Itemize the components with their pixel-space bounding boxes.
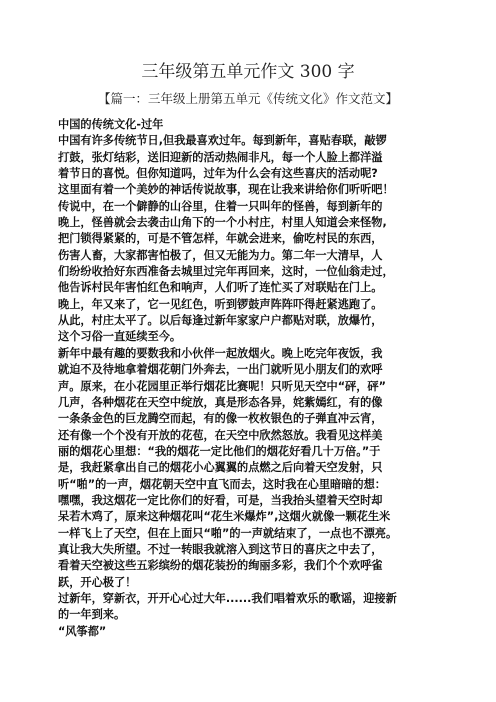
text-line: 真让我大失所望。不过一转眼我就溶入到这节日的喜庆之中去了， <box>58 542 383 556</box>
text-line: 看着天空被这些五彩缤纷的烟花装扮的绚丽多彩，我们个个欢呼雀 <box>58 559 383 573</box>
text-line: 伤害人畜，大家都害怕极了，但又无能为力。第二年一大清早，人 <box>58 248 383 262</box>
body-text <box>58 117 458 640</box>
text-line: 过新年，穿新衣，开开心心过大年......我们唱着欢乐的歌谣，迎接新 <box>58 591 397 605</box>
text-line: 新年中最有趣的要数我和小伙伴一起放烟火。晚上吃完年夜饭，我 <box>58 346 383 360</box>
text-line: 这个习俗一直延续至今。 <box>58 330 182 344</box>
text-line: 晚上，年又来了，它一见红色，听到锣鼓声阵阵吓得赶紧逃跑了。 <box>58 297 383 311</box>
text-line: 还有像一个个没有开放的花苞，在天空中欣然怒放。我看见这样美 <box>58 428 383 442</box>
text-line: “风筝都” <box>58 624 107 638</box>
text-line: 是，我赶紧拿出自己的烟花小心翼翼的点燃之后向着天空发射，只 <box>58 461 383 475</box>
text-line: 中国的传统文化-过年 <box>58 118 164 131</box>
text-line: 就迫不及待地拿着烟花朝门外奔去，一出门就听见小朋友们的欢呼 <box>58 363 383 377</box>
text-line: 晚上，怪兽就会去袭击山角下的一个小村庄，村里人知道会来怪物, <box>58 216 387 230</box>
text-line: 嘿嘿，我这烟花一定比你们的好看，可是，当我抬头望着天空时却 <box>58 493 383 507</box>
text-line: 几声，各种烟花在天空中绽放，真是形态各异，姹紫嫣红，有的像 <box>58 395 383 409</box>
text-line: 跃，开心极了！ <box>58 575 137 589</box>
text-line: 这里面有着一个美妙的神话传说故事，现在让我来讲给你们听听吧！ <box>58 183 394 197</box>
text-line: 一条条金色的巨龙腾空而起，有的像一枚枚银色的子弹直冲云宵， <box>58 412 383 426</box>
text-line: 从此，村庄太平了。以后每逢过新年家家户户都贴对联，放爆竹， <box>58 314 383 328</box>
text-line: 中国有许多传统节日,但我最喜欢过年。每到新年，喜贴春联，敲锣 <box>58 134 387 148</box>
text-line: 听“啪”的一声，烟花朝天空中直飞而去，这时我在心里暗暗的想： <box>58 477 386 491</box>
text-line: 呆若木鸡了，原来这种烟花叫“花生米爆炸”,这烟火就像一颗花生米 <box>58 510 391 524</box>
text-line: 丽的烟花心里想：“我的烟花一定比他们的烟花好看几十万倍。”于 <box>58 444 381 458</box>
text-line: 声。原来，在小花园里正举行烟花比赛呢！只听见天空中“砰，砰” <box>58 379 386 393</box>
text-line: 他告诉村民年害怕红色和响声，人们听了连忙买了对联贴在门上。 <box>58 281 383 295</box>
text-line: 打鼓，张灯结彩，送旧迎新的活动热闹非凡，每一个人脸上都洋溢 <box>58 150 383 164</box>
text-line: 着节日的喜悦。但你知道吗，过年为什么会有这些喜庆的活动呢? <box>58 167 378 181</box>
text-line: 的一年到来。 <box>58 608 126 622</box>
document-title: 三年级第五单元作文 300 字 <box>141 62 355 82</box>
text-line: 把门锁得紧紧的，可是不管怎样，年就会进来，偷吃村民的东西， <box>58 232 383 246</box>
chapter-heading: 【篇一：三年级上册第五单元《传统文化》作文范文】 <box>97 91 398 106</box>
text-line: 们纷纷收拾好东西准备去城里过完年再回来，这时，一位仙翁走过， <box>58 265 394 279</box>
text-line: 一样飞上了天空，但在上面只“啪”的一声就结束了，一点也不漂亮。 <box>58 526 398 540</box>
text-line: 传说中，在一个僻静的山谷里，住着一只叫年的怪兽，每到新年的 <box>58 199 383 213</box>
